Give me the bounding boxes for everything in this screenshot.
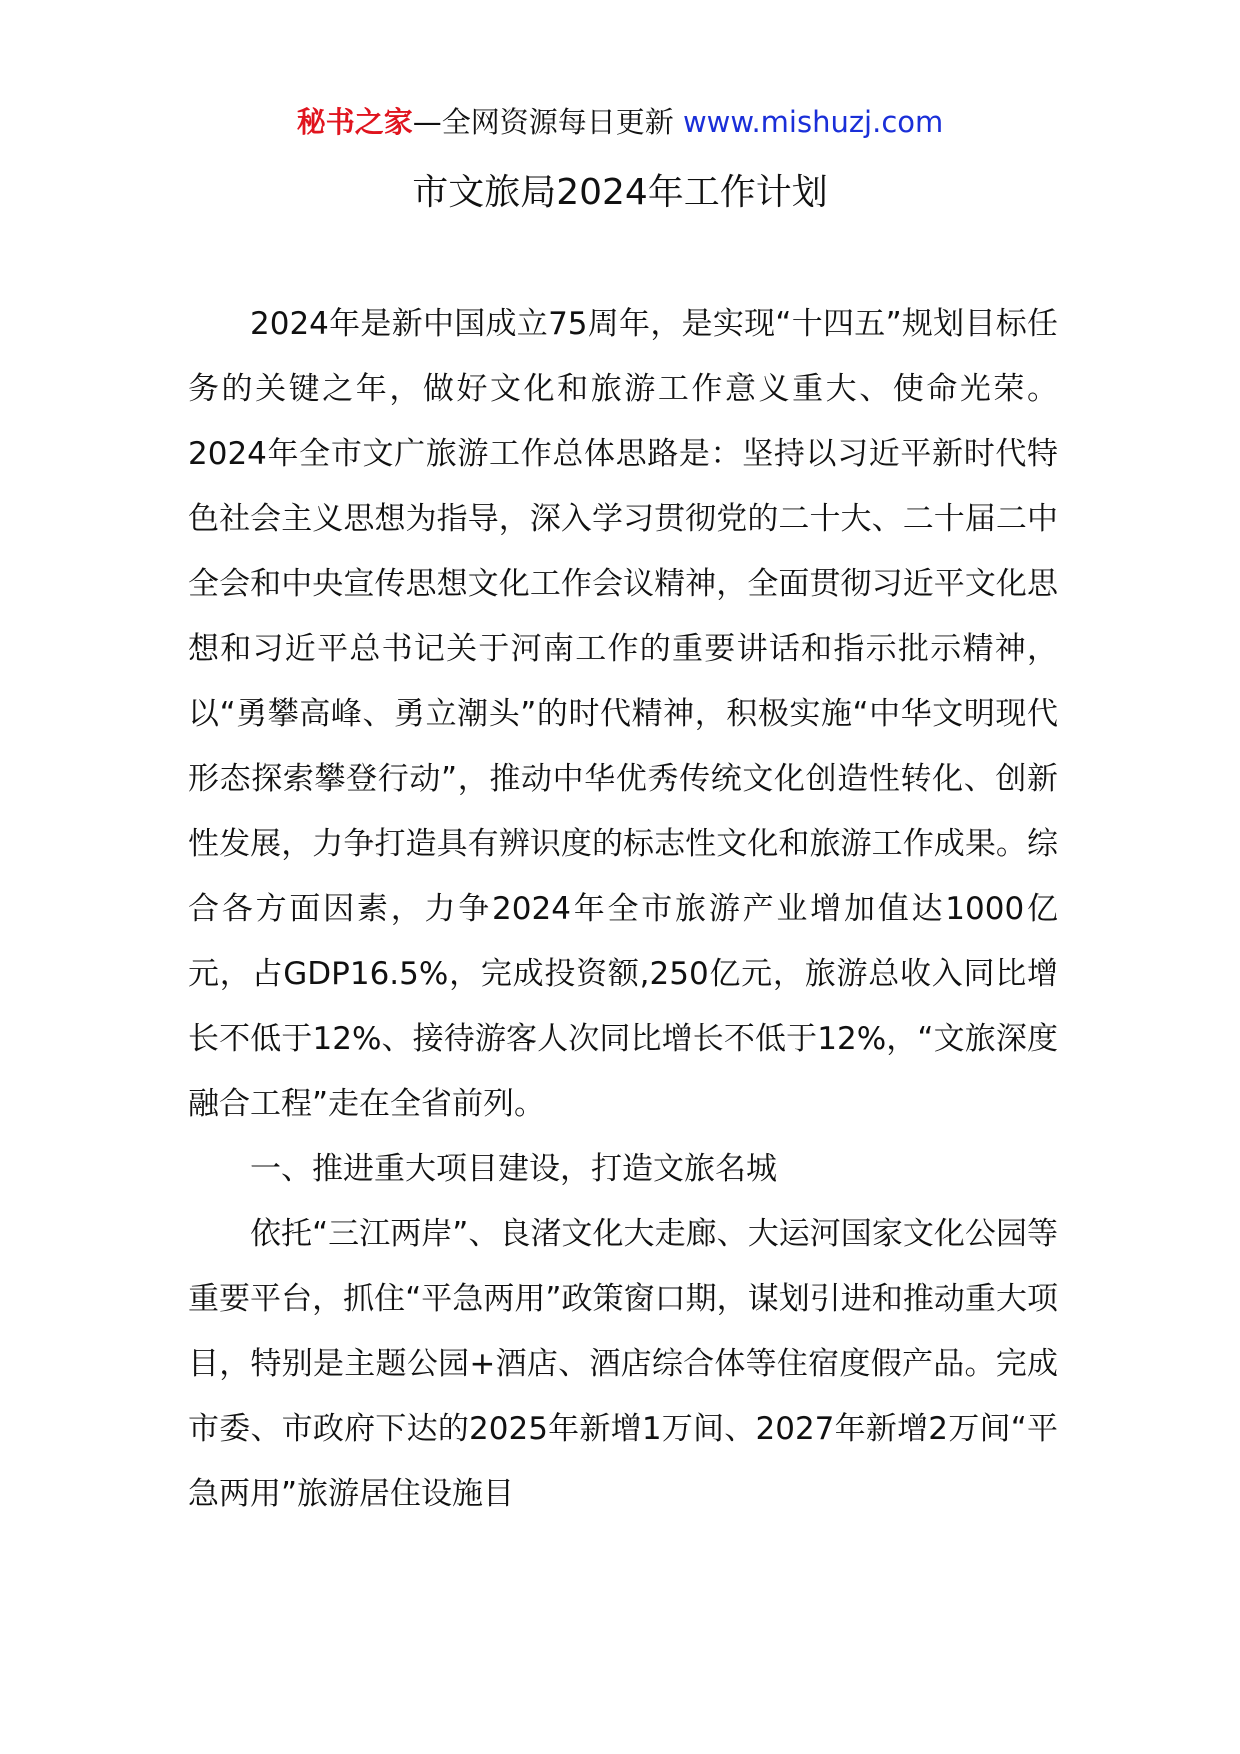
site-banner	[0, 100, 1240, 144]
banner-brand: 秘书之家	[296, 105, 413, 139]
document-body	[188, 292, 1058, 1527]
section-paragraph-1: 依托“三江两岸”、良渚文化大走廊、大运河国家文化公园等重要平台，抓住“平急两用”政策窗口期，谋划引进和推动重大项目，特别是主题公园+酒店、酒店综合体等住宿度假产品。完成市委、市政府下达的2025年新增1万间、2027年新增2万间“平急两用”旅游居住设施目	[188, 1216, 1058, 1512]
banner-tagline: —全网资源每日更新	[412, 105, 674, 139]
banner-url-link[interactable]: www.mishuzj.com	[682, 105, 944, 139]
document-title: 市文旅局2024年工作计划	[412, 172, 828, 213]
intro-paragraph: 2024年是新中国成立75周年，是实现“十四五”规划目标任务的关键之年，做好文化和旅游工作意义重大、使命光荣。2024年全市文广旅游工作总体思路是：坚持以习近平新时代特色社会主义思想为指导，深入学习贯彻党的二十大、二十届二中全会和中央宣传思想文化工作会议精神，全面贯彻习近平文化思想和习近平总书记关于河南工作的重要讲话和指示批示精神，以“勇攀高峰、勇立潮头”的时代精神，积极实施“中华文明现代形态探索攀登行动”，推动中华优秀传统文化创造性转化、创新性发展，力争打造具有辨识度的标志性文化和旅游工作成果。综合各方面因素，力争2024年全市旅游产业增加值达1000亿元，占GDP16.5%，完成投资额,250亿元，旅游总收入同比增长不低于12%、接待游客人次同比增长不低于12%，“文旅深度融合工程”走在全省前列。	[188, 306, 1058, 1122]
section-heading-1: 一、推进重大项目建设，打造文旅名城	[250, 1151, 777, 1187]
